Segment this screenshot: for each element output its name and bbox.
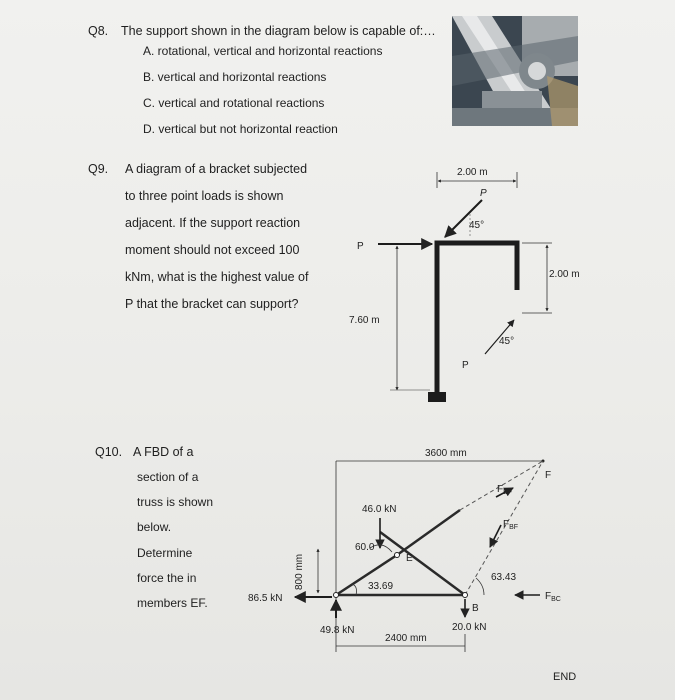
q9-line-3: adjacent. If the support reaction — [125, 216, 301, 230]
height-dimension-label: 7.60 m — [349, 315, 380, 326]
q8-number: Q8. — [88, 24, 109, 38]
angle-a-arc — [352, 584, 357, 595]
q10-line-3: truss is shown — [137, 495, 214, 509]
load-top-label: P — [480, 188, 487, 199]
bracket-frame — [437, 243, 517, 392]
q10-line-7: members EF. — [137, 596, 208, 610]
force-bf-arrow — [490, 525, 501, 547]
load-left-label: P — [357, 241, 364, 252]
angle-a-label: 33.69 — [368, 581, 394, 592]
joint-e-label: E — [406, 553, 413, 564]
q10-line-5: Determine — [137, 546, 193, 560]
force-bf-label: $F_{BF}$ — [503, 519, 519, 531]
bottom-dimension-label: 2400 mm — [385, 633, 427, 644]
load-a-vertical-label: 49.8 kN — [320, 625, 355, 636]
q8-option-a: A. rotational, vertical and horizontal reactions — [143, 44, 383, 58]
force-ef-label: $F_{EF}$ — [497, 484, 513, 496]
q9-line-6: P that the bracket can support? — [125, 297, 299, 311]
force-bc-label: $F_{BC}$ — [545, 591, 561, 603]
angle-mid-label: 60.0 — [355, 542, 375, 553]
angle-b-arc — [476, 578, 484, 595]
load-b-label: 20.0 kN — [452, 622, 487, 633]
q8-option-d: D. vertical but not horizontal reaction — [143, 122, 338, 136]
q8-option-b: B. vertical and horizontal reactions — [143, 70, 327, 84]
load-mid-label: 46.0 kN — [362, 504, 397, 515]
bracket-figure — [349, 167, 580, 402]
height-dimension-label: 800 mm — [294, 553, 305, 590]
joint-e — [395, 553, 400, 558]
q8-option-c: C. vertical and rotational reactions — [143, 96, 325, 110]
q9-line-1: A diagram of a bracket subjected — [125, 162, 308, 176]
q10-line-2: section of a — [137, 470, 199, 484]
q9-line-2: to three point loads is shown — [125, 189, 284, 203]
q9-number: Q9. — [88, 162, 109, 176]
fixed-support — [428, 392, 446, 402]
q10-line-4: below. — [137, 520, 172, 534]
angle-right-label: 45° — [499, 336, 515, 347]
angle-b-label: 63.43 — [491, 572, 517, 583]
q9-line-4: moment should not exceed 100 — [125, 243, 300, 257]
load-a-horizontal-label: 86.5 kN — [248, 593, 283, 604]
joint-b-label: B — [472, 603, 479, 614]
joint-f-label: F — [545, 470, 552, 481]
q9-line-5: kNm, what is the highest value of — [125, 270, 309, 284]
angle-top-label: 45° — [469, 220, 485, 231]
load-top-arrow — [445, 200, 485, 237]
end-label: END — [553, 671, 577, 683]
load-right-label: P — [462, 360, 469, 371]
truss-fbd-figure — [248, 448, 561, 652]
q8-stem: The support shown in the diagram below is capable of:… — [121, 24, 436, 38]
member-ef — [397, 510, 460, 555]
top-dimension-label: 2.00 m — [457, 167, 488, 178]
top-dimension-label: 3600 mm — [425, 448, 467, 459]
joint-b — [463, 593, 468, 598]
side-dimension-label: 2.00 m — [549, 269, 580, 280]
q10-number: Q10. — [95, 445, 123, 459]
q10-line-1: A FBD of a — [133, 445, 194, 459]
joint-a — [334, 593, 339, 598]
q10-line-6: force the in — [137, 571, 197, 585]
